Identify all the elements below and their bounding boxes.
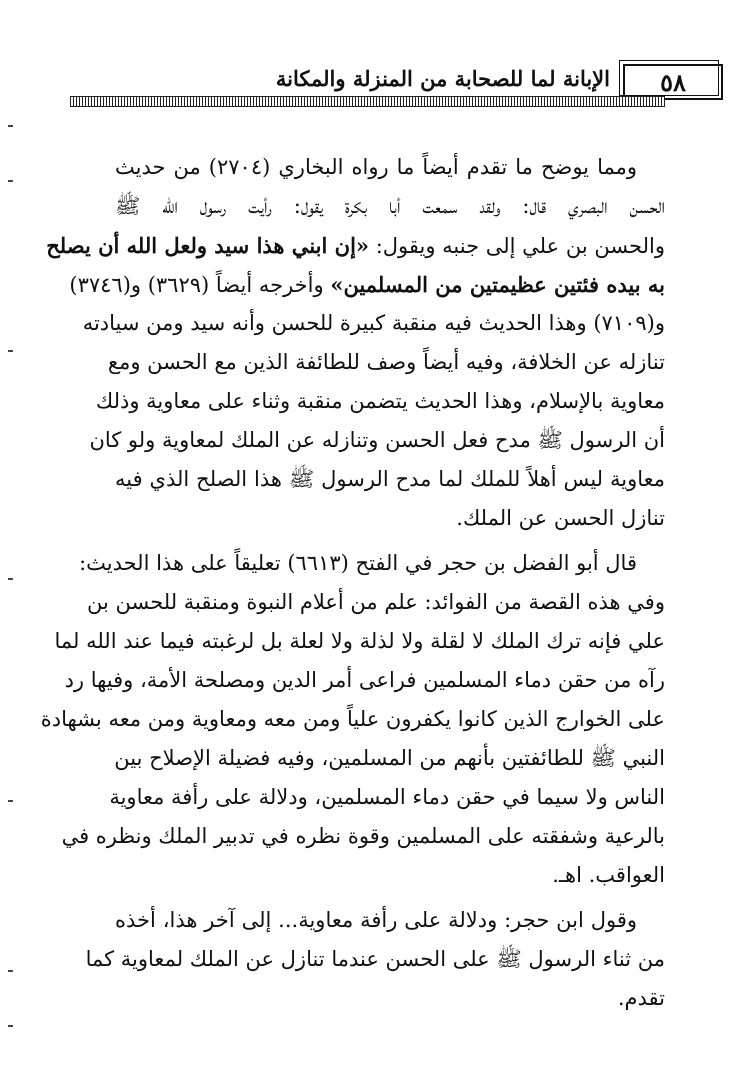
page-number: ٥٨ xyxy=(623,64,723,100)
header-rule xyxy=(70,96,665,107)
text-line: معاوية ليس أهلاً للملك لما مدح الرسول ﷺ هذا الصلح الذي فيه xyxy=(115,467,665,491)
text-line: علي فإنه ترك الملك لا لقلة ولا لذلة ولا لعلة بل لرغبته فيما عند الله لما xyxy=(54,629,665,653)
page-header xyxy=(70,58,686,108)
text-line: تنازل الحسن عن الملك. xyxy=(456,506,665,530)
scan-mark xyxy=(8,125,13,127)
paragraph xyxy=(40,544,665,895)
text-line: معاوية بالإسلام، وهذا الحديث يتضمن منقبة وثناء على معاوية وذلك xyxy=(95,389,665,413)
hadith-quote: «إن ابني هذا سيد ولعل الله أن يصلح xyxy=(46,233,370,258)
text-line: الحسن البصري قال: ولقد سمعت أبا بكرة يقول: رأيت رسول الله ﷺ xyxy=(115,194,665,218)
text-line: وفي هذه القصة من الفوائد: علم من أعلام النبوة ومنقبة للحسن بن xyxy=(86,590,665,614)
text-line: وقول ابن حجر: ودلالة على رأفة معاوية... إلى آخر هذا، أخذه xyxy=(115,908,637,932)
text-line: والحسن بن علي إلى جنبه ويقول: «إن ابني هذا سيد ولعل الله أن يصلح xyxy=(46,233,665,258)
text-line: من ثناء الرسول ﷺ على الحسن عندما تنازل عن الملك لمعاوية كما xyxy=(85,947,665,971)
scan-mark xyxy=(8,180,13,182)
text-line: قال أبو الفضل بن حجر في الفتح (٦٦١٣) تعليقاً على هذا الحديث: xyxy=(79,551,637,575)
text-line: الناس ولا سيما في حقن دماء المسلمين، ودلالة على رأفة معاوية xyxy=(109,785,665,809)
text-line: أن الرسول ﷺ مدح فعل الحسن وتنازله عن الملك لمعاوية ولو كان xyxy=(89,428,665,452)
text-line: بالرعية وشفقته على المسلمين وقوة نظره في تدبير الملك ونظره في xyxy=(61,824,665,848)
text-line: العواقب. اهـ. xyxy=(552,863,665,887)
text-line: رآه من حقن دماء المسلمين فراعى أمر الدين ومصلحة الأمة، وفيها رد xyxy=(64,668,665,692)
book-title: الإبانة لما للصحابة من المنزلة والمكانة xyxy=(275,66,610,91)
scan-mark xyxy=(8,970,13,972)
scan-mark xyxy=(8,1025,13,1027)
text-line: به بيده فئتين عظيمتين من المسلمين» وأخرجه أيضاً (٣٦٢٩) و(٣٧٤٦) xyxy=(69,272,665,297)
paragraph xyxy=(46,148,665,538)
scan-mark xyxy=(8,578,13,580)
scan-mark xyxy=(8,800,13,802)
text-line: النبي ﷺ للطائفتين بأنهم من المسلمين، وفيه فضيلة الإصلاح بين xyxy=(114,746,665,770)
hadith-quote: به بيده فئتين عظيمتين من المسلمين» xyxy=(330,272,665,297)
scan-mark xyxy=(8,350,13,352)
text-line: ومما يوضح ما تقدم أيضاً ما رواه البخاري (٢٧٠٤) من حديث xyxy=(115,155,638,179)
text-line: على الخوارج الذين كانوا يكفرون علياً ومن معه ومعاوية ومن معه بشهادة xyxy=(40,707,665,731)
text-line: تقدم. xyxy=(617,986,665,1010)
text-line: و(٧١٠٩) وهذا الحديث فيه منقبة كبيرة للحسن وأنه سيد ومن سيادته xyxy=(82,311,665,335)
paragraph xyxy=(85,901,665,1018)
page-body xyxy=(40,148,665,1018)
text-line: تنازله عن الخلافة، وفيه أيضاً وصف للطائفة الذين مع الحسن ومع xyxy=(107,350,665,374)
